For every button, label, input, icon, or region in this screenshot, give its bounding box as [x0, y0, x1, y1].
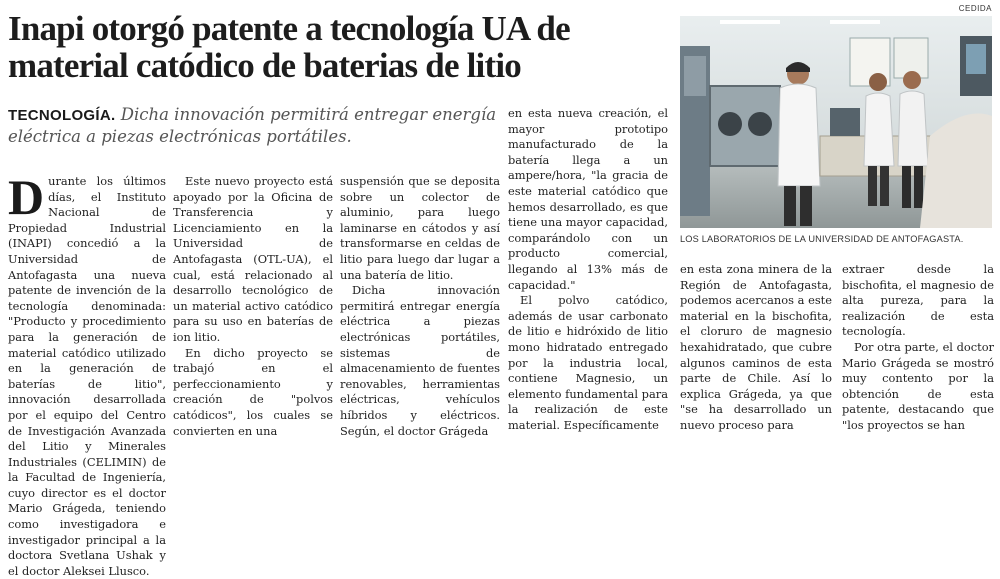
paragraph-5-cont: en esta zona minera de la Región de Antofagasta, podemos acercanos a este material en la bischofita, el cloruro de magnesio hexahidratado, que cubre algunos caminos de esta parte de Chile. Así lo explica Grágeda, ya que "se ha desarrollado un nuevo proceso para — [680, 262, 832, 432]
section-kicker: TECNOLOGÍA. — [8, 107, 116, 124]
paragraph-1 — [8, 169, 166, 579]
paragraph-4: Dicha innovación permitirá entregar energía eléctrica a piezas electrónicas portátiles, sistemas de almacenamiento de fuentes renovables, herramientas eléctricas, vehículos híbridos y eléctricos. Según, el doctor Grágeda — [340, 283, 500, 438]
dek — [8, 104, 508, 147]
article-column-6 — [842, 262, 994, 446]
article-column-3 — [340, 174, 500, 446]
paragraph-5-cont: extraer desde la bischofita, el magnesio de alta pureza, para la realización de esta tecnología. — [842, 262, 994, 339]
article-column-4 — [508, 106, 668, 446]
photo-credit: CEDIDA — [958, 4, 992, 13]
paragraph-3: En dicho proyecto se trabajó en el perfeccionamiento y creación de "polvos catódicos", los cuales se convierten en una — [173, 345, 333, 438]
paragraph-1-text: urante los últimos días, el Instituto Nacional de Propiedad Industrial (INAPI) concedió a la Universidad de Antofagasta una nueva patente de invención de la tecnología denominada: "Producto y procedimiento para la generación de material catódico utilizado en la generación de baterías de litio", innovación desarrollada por el equipo del Centro de Investigación Avanzada del Litio y Minerales Industriales (CELIMIN) de la Facultad de Ingeniería, cuyo director es el doctor Mario Grágeda, teniendo como investigadora e investigador principal a la doctora Svetlana Ushak y el doctor Aleksei Llusco. — [8, 174, 166, 578]
paragraph-5: El polvo catódico, además de usar carbonato de litio e hidróxido de litio mono hidratado entregado por la industria local, contiene Magnesio, un elemento fundamental para la realización de este material. Específicamente — [508, 293, 668, 432]
headline: Inapi otorgó patente a tecnología UA de material catódico de baterias de litio — [8, 9, 570, 85]
photo-caption: LOS LABORATORIOS DE LA UNIVERSIDAD DE ANTOFAGASTA. — [680, 234, 964, 244]
paragraph-4-cont: en esta nueva creación, el mayor prototipo manufacturado de la batería llega a un ampere/hora, "la gracia de este material catódico que hemos desarrollado, es que tiene una mayor capacidad, comparándolo con un producto comercial, llegando al 13% más de capacidad." — [508, 106, 668, 292]
drop-cap: D — [8, 169, 45, 225]
dek-text: Dicha innovación permitirá entregar energía eléctrica a piezas electrónicas portátiles. — [8, 105, 497, 146]
article-column-2 — [173, 174, 333, 446]
paragraph-3-cont: suspensión que se deposita sobre un colector de aluminio, para luego laminarse en cátodos y así transformarse en celdas de litio para luego dar lugar a una batería de litio. — [340, 174, 500, 282]
paragraph-6: Por otra parte, el doctor Mario Grágeda se mostró muy contento por la obtención de esta patente, destacando que "los proyectos se han — [842, 339, 994, 432]
lab-photo — [680, 16, 992, 228]
paragraph-2: Este nuevo proyecto está apoyado por la Oficina de Transferencia y Licenciamiento en la Universidad de Antofagasta (OTL-UA), el cual, está relacionado al desarrollo tecnológico de un material activo catódico para su uso en baterías de ion litio. — [173, 174, 333, 344]
lab-photo-image — [680, 16, 992, 228]
article-column-1 — [8, 169, 166, 578]
article-column-5 — [680, 262, 832, 446]
